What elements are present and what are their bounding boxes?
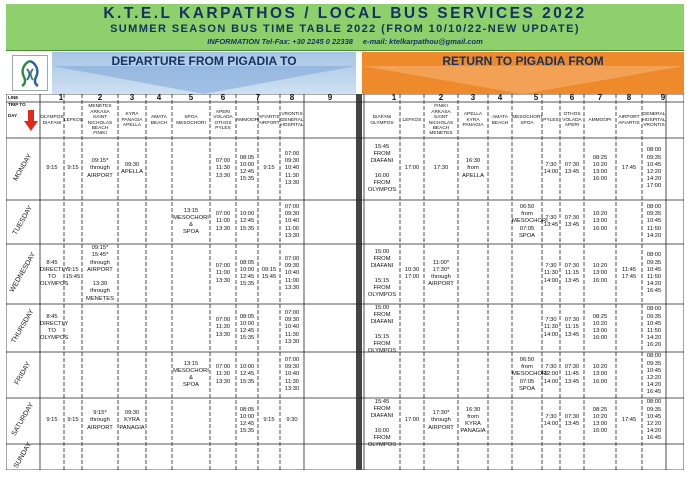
departure-band [52, 52, 356, 94]
column-header: KYRA PANAGIA APELLA [121, 112, 143, 129]
column-header: SPOA MESOCHORI [176, 115, 206, 126]
info-email: e-mail: ktelkarpathou@gmail.com [362, 37, 483, 46]
return-cell: 06:50 from MESOCHORI 07:05 SPOA [512, 357, 548, 392]
return-cell: 11:00* 17:30* through AIRPORT [428, 259, 454, 288]
column-number: 8 [289, 93, 295, 102]
column-number: 2 [438, 93, 444, 102]
return-cell: 10:30 17:00 [404, 266, 420, 280]
page-subtitle: SUMMER SEASON BUS TIME TABLE 2022 (FROM 10/10/22-NEW UPDATE) [110, 23, 580, 35]
column-number: 6 [569, 93, 575, 102]
column-header: VRONTIS GENERAL HOSPITAL [280, 112, 304, 129]
column-number: 4 [156, 93, 162, 102]
return-cell: 08:00 09:35 10:45 11:50 14:20 [646, 204, 662, 239]
return-cell: 08:00 09:35 10:45 12:20 14:20 16:45 [646, 399, 662, 442]
departure-cell: 07:00 11:30 13:30 [215, 158, 231, 179]
departure-cell: 9:15 [46, 417, 58, 424]
column-header: AMMOOPI [236, 117, 260, 123]
return-cell: 08:25 10:20 13:00 16:00 [592, 313, 608, 342]
departure-cell: 13:15 MESOCHORI & SPOA [173, 360, 209, 389]
corner-trip-label: TRIP TO [8, 102, 26, 107]
departure-cell: 08:05 10:00 12:45 15:35 [239, 259, 255, 288]
departure-cell: 10:00 12:45 15:35 [239, 364, 255, 385]
column-number: 8 [626, 93, 632, 102]
return-cell: 7:30 11:30 14:00 [543, 263, 559, 284]
column-number: 2 [97, 93, 103, 102]
departure-cell: 13:15 MESOCHORI & SPOA [173, 207, 209, 236]
return-cell: 17:00 [404, 417, 420, 424]
return-cell: 17:30 [433, 165, 449, 172]
column-number: 9 [660, 93, 666, 102]
column-header: PYLES [543, 117, 559, 123]
return-cell: 08:00 09:35 10:45 11:50 14:20 16:20 [646, 306, 662, 349]
return-band [362, 52, 684, 94]
departure-cell: 9:30 [286, 417, 298, 424]
column-header: LEFKOS [402, 117, 422, 123]
departure-cell: 07:00 09:30 10:40 11:00 13:30 [284, 256, 300, 291]
departure-cell: 9:15 [263, 165, 275, 172]
column-header: AFIARTIS AIRPORT [258, 115, 280, 126]
departure-cell: 09:30 KYRA PANAGIA [119, 410, 145, 431]
column-header: APERI VOLADA OTHOS PYLES [213, 109, 233, 131]
departure-cell: 9:15 [67, 417, 79, 424]
return-cell: 06:50 from MESOCHORI 07:05 SPOA [512, 204, 548, 239]
header-banner [6, 4, 684, 51]
red-down-arrow-icon [24, 110, 38, 132]
departure-cell: 07:00 09:30 10:40 11:00 13:30 [284, 204, 300, 239]
column-number: 7 [597, 93, 603, 102]
column-header: DIAFANI OLYMPOS [370, 115, 394, 126]
departure-cell: 07:00 09:30 10:40 11:30 13:30 [284, 151, 300, 186]
page-title: K.T.E.L KARPATHOS / LOCAL BUS SERVICES 2022 [103, 5, 587, 22]
column-header: AMMOOPI [588, 117, 612, 123]
departure-cell: 07:00 09:30 10:40 11:30 13:30 [284, 310, 300, 345]
departure-cell: 09:15 15:45 [261, 266, 277, 280]
return-cell: 08:00 09:35 10:45 11:50 14:20 16:45 [646, 252, 662, 295]
departure-cell: 09:30 APELLA [121, 161, 143, 175]
info-phone: INFORMATION Tel-Fax: +30 2245 0 22338 [207, 37, 353, 46]
departure-cell: 09:15* 15:45* through AIRPORT 13:30 through MENETES [85, 245, 115, 302]
timetable-sheet [6, 4, 684, 470]
column-number: 6 [220, 93, 226, 102]
departure-cell: 9:15 [263, 417, 275, 424]
column-header: AIRPORT AFIARTIS [618, 115, 640, 126]
column-number: 4 [497, 93, 503, 102]
column-header: MESOCHORI SPOA [512, 115, 542, 126]
column-header: OTHOS VOLADA APERI [562, 112, 582, 129]
column-header: GENERAL HOSPITAL VRONTIS [642, 112, 666, 129]
departure-cell: 07:00 11:00 13:30 [215, 263, 231, 284]
departure-cell: 8:45 DIRECTLY TO OLYMPOS [40, 259, 69, 288]
return-title: RETURN TO PIGADIA FROM [442, 54, 604, 68]
return-cell: 15:45 FROM DIAFANI 16:00 FROM OLYMPOS [367, 143, 397, 194]
departure-cell: 07:00 09:30 10:40 11:30 13:30 [284, 357, 300, 392]
return-cell: 15:00 FROM DIAFANI 15:15 FROM OLYMPOS [367, 248, 397, 299]
column-number: 7 [255, 93, 261, 102]
column-number: 3 [470, 93, 476, 102]
return-cell: 17:45 [621, 165, 637, 172]
return-cell: 7:30 14:00 [543, 413, 559, 427]
day-label: MONDAY [12, 152, 34, 183]
timetable-grid [6, 94, 684, 470]
return-cell: 08:25 10:20 13:00 16:00 [592, 154, 608, 183]
departure-cell: 08:05 10:00 12:45 15:35 [239, 154, 255, 183]
departure-cell: 07:00 11:30 13:30 [215, 317, 231, 338]
departure-cell: 9:15 15:45 [65, 266, 81, 280]
return-cell: 07:30 13:45 [564, 214, 580, 228]
day-label: THURSDAY [10, 308, 36, 345]
return-cell: 7:30 11:30 14:00 [543, 317, 559, 338]
departure-cell: 08:05 10:00 12:45 15:35 [239, 313, 255, 342]
column-header: LEFKOS [64, 117, 83, 123]
departure-title: DEPARTURE FROM PIGADIA TO [111, 54, 297, 68]
return-cell: 07:30 13:45 [564, 161, 580, 175]
day-label: FRIDAY [13, 360, 33, 387]
return-cell: 16:30 from APELLA [462, 158, 484, 179]
departure-cell: 8:45 DIRECTLY TO OLYMPOS [40, 313, 69, 342]
departure-cell: 09:15* through AIRPORT [87, 158, 113, 179]
column-number: 5 [188, 93, 194, 102]
departure-cell: 9:15* through AIRPORT [87, 410, 113, 431]
column-number: 9 [327, 93, 333, 102]
departure-cell: 07:00 11:30 13:30 [215, 364, 231, 385]
day-label: TUESDAY [11, 204, 35, 237]
return-cell: 07:30 11:15 13:45 [564, 317, 580, 338]
departure-cell: 10:00 12:45 15:35 [239, 211, 255, 232]
column-header: APELLA KYRA PANAGIA [462, 112, 484, 129]
return-cell: 17:45 [621, 417, 637, 424]
day-label: SATURDAY [10, 401, 36, 438]
day-label: SUNDAY [12, 441, 34, 470]
day-label: WEDNESDAY [8, 251, 38, 294]
column-header: AMATA BEACH [491, 115, 509, 126]
column-header: FINIKI ARKASA SAINT NICHOLAS BEACH MENETES [428, 104, 454, 137]
column-number: 1 [58, 93, 64, 102]
return-cell: 17:30* through AIRPORT [428, 410, 454, 431]
return-cell: 07:30 13:45 [564, 413, 580, 427]
return-cell: 15:00 FROM DIAFANI 15:15 FROM OLYMPOS [367, 305, 397, 355]
column-header: AMATA BEACH [150, 115, 168, 126]
logo-icon [13, 56, 47, 90]
corner-line-label: LINE [8, 95, 19, 100]
return-cell: 10:20 13:00 16:00 [592, 211, 608, 232]
column-number: 5 [533, 93, 539, 102]
return-cell: 17:00 [404, 165, 420, 172]
departure-cell: 9:15 [46, 165, 58, 172]
return-cell: 07:30 11:15 13:45 [564, 263, 580, 284]
column-number: 3 [129, 93, 135, 102]
return-cell: 08:25 10:20 13:00 16:00 [592, 406, 608, 435]
departure-cell: 08:05 10:00 12:45 15:35 [239, 406, 255, 435]
contact-info [6, 37, 684, 47]
corner-day-label: DAY [8, 113, 18, 118]
return-cell: 15:45 FROM DIAFANI 16:00 FROM OLYMPOS [367, 399, 397, 449]
return-cell: 7:30 12:00 14:00 [543, 364, 559, 385]
column-header: OLYMPOS DIAFANI [40, 115, 64, 126]
return-cell: 7:30 13:45 [543, 214, 559, 228]
return-cell: 7:30 14:00 [543, 161, 559, 175]
ktel-logo [12, 55, 48, 91]
departure-cell: 9:15 [67, 165, 79, 172]
departure-cell: 07:00 11:00 13:30 [215, 211, 231, 232]
column-header: MENETES ARKASA SAINT NICHOLAS BEACH FINIKI [87, 104, 113, 137]
return-cell: 10:20 13:00 16:00 [592, 263, 608, 284]
return-cell: 07:30 11:45 13:45 [564, 364, 580, 385]
return-cell: 08:00 09:35 10:45 12:20 14:20 16:45 [646, 353, 662, 396]
return-cell: 08:00 09:35 10:45 12:20 14:20 17:00 [646, 147, 662, 190]
column-number: 1 [391, 93, 397, 102]
return-cell: 10:20 13:00 16:00 [592, 364, 608, 385]
return-cell: 11:45 17:45 [621, 266, 637, 280]
return-cell: 16:30 from KYRA PANAGIA [460, 406, 486, 435]
